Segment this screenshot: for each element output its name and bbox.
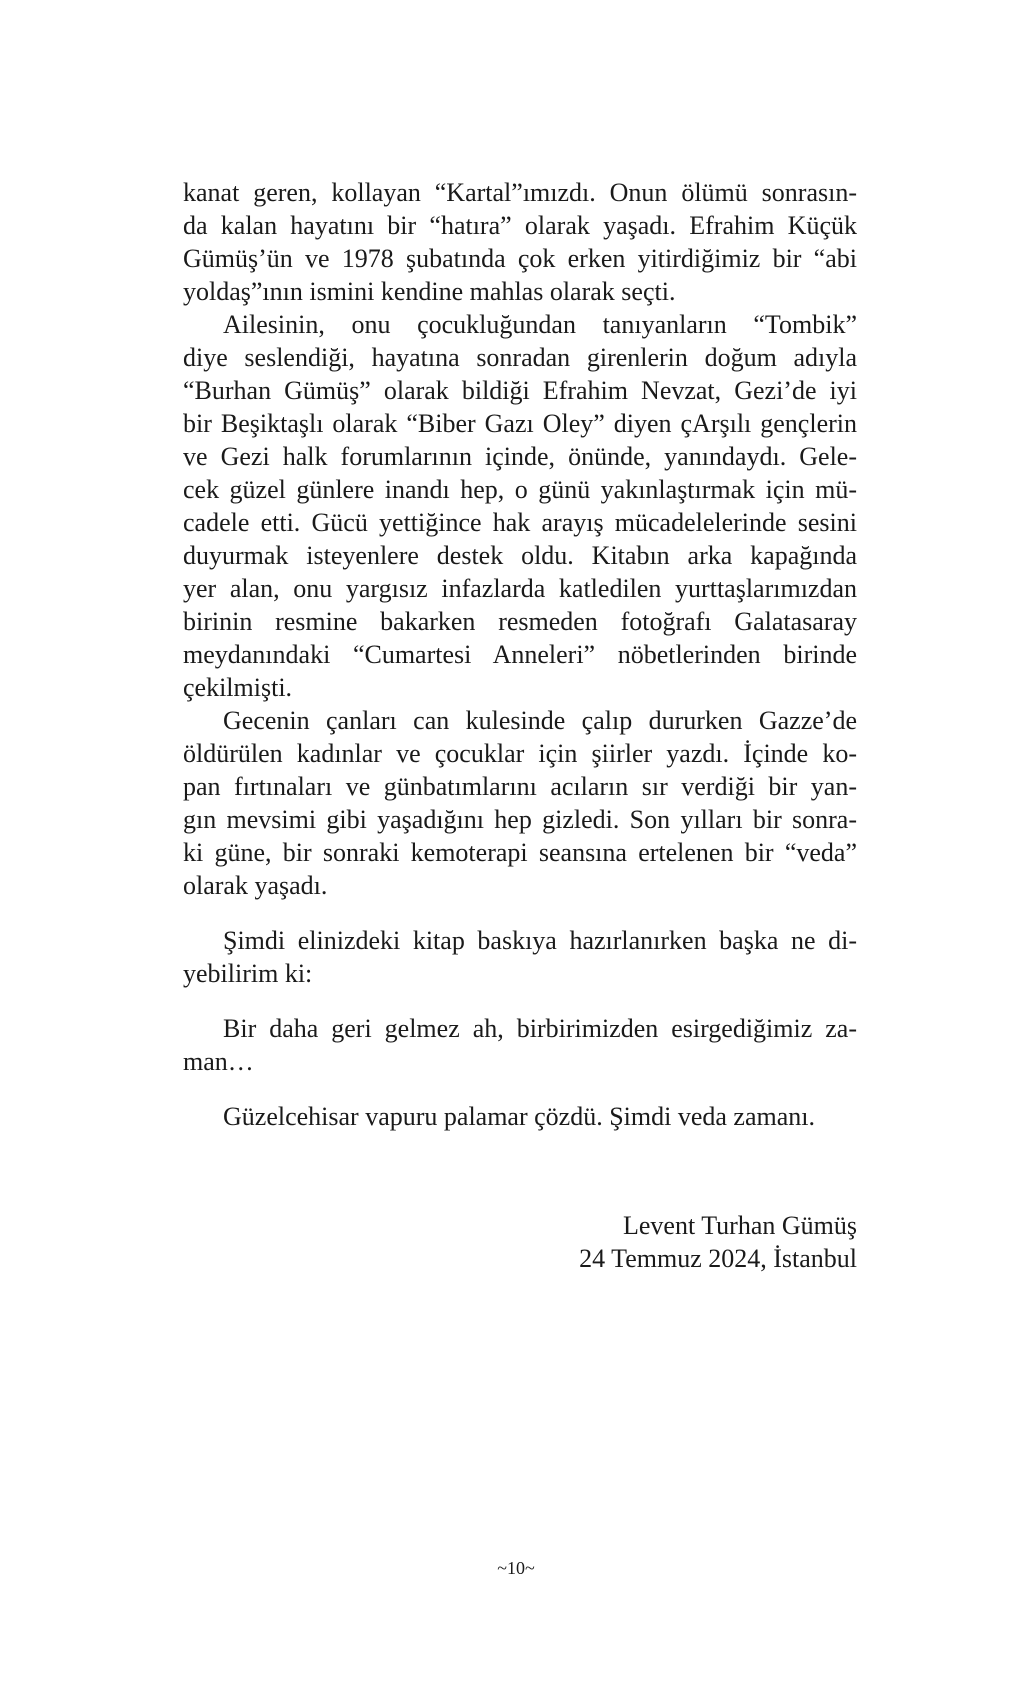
text-line: yebilirim ki: — [183, 959, 313, 988]
paragraph — [183, 924, 857, 990]
text-line: da kalan hayatını bir “hatıra” olarak yaşadı. Efrahim Küçük — [183, 211, 857, 240]
date-place: 24 Temmuz 2024, İstanbul — [579, 1244, 857, 1273]
text-line: olarak yaşadı. — [183, 871, 328, 900]
text-line: kanat geren, kollayan “Kartal”ımızdı. Onun ölümü sonrasın- — [183, 178, 857, 207]
text-line: Gümüş’ün ve 1978 şubatında çok erken yitirdiğimiz bir “abi — [183, 244, 857, 273]
text-line: cadele etti. Gücü yettiğince hak arayış mücadelelerinde sesini — [183, 508, 857, 537]
text-line: birinin resmine bakarken resmeden fotoğrafı Galatasaray — [183, 607, 857, 636]
author-name: Levent Turhan Gümüş — [623, 1211, 857, 1240]
text-line: cek güzel günlere inandı hep, o günü yakınlaştırmak için mü- — [183, 475, 857, 504]
paragraph — [183, 704, 857, 902]
text-line: duyurmak isteyenlere destek oldu. Kitabın arka kapağında — [183, 541, 857, 570]
text-line: çekilmişti. — [183, 673, 293, 702]
text-line: yer alan, onu yargısız infazlarda katledilen yurttaşlarımızdan — [183, 574, 857, 603]
text-line: öldürülen kadınlar ve çocuklar için şiirler yazdı. İçinde ko- — [183, 739, 857, 768]
paragraph — [183, 176, 857, 308]
paragraph-gap — [183, 990, 857, 1012]
text-line: pan fırtınaları ve günbatımlarını acıların sır verdiği bir yan- — [183, 772, 857, 801]
text-line: Gecenin çanları can kulesinde çalıp dururken Gazze’de — [223, 706, 857, 735]
page-number: ~10~ — [497, 1558, 535, 1578]
paragraph-gap — [183, 902, 857, 924]
paragraph — [183, 1100, 857, 1133]
paragraph-gap — [183, 1078, 857, 1100]
text-line: meydanındaki “Cumartesi Anneleri” nöbetlerinden birinde — [183, 640, 857, 669]
body-text — [183, 176, 857, 1133]
text-line: yoldaş”ının ismini kendine mahlas olarak seçti. — [183, 277, 676, 306]
text-line: gın mevsimi gibi yaşadığını hep gizledi. Son yılları bir sonra- — [183, 805, 857, 834]
text-line: ve Gezi halk forumlarının içinde, önünde, yanındaydı. Gele- — [183, 442, 857, 471]
text-line: Bir daha geri gelmez ah, birbirimizden esirgediğimiz za- — [223, 1014, 857, 1043]
text-line: “Burhan Gümüş” olarak bildiği Efrahim Nevzat, Gezi’de iyi — [183, 376, 857, 405]
signature-block — [579, 1209, 857, 1275]
text-line: Güzelcehisar vapuru palamar çözdü. Şimdi veda zamanı. — [223, 1102, 815, 1131]
paragraph — [183, 308, 857, 704]
text-line: man… — [183, 1047, 254, 1076]
paragraph — [183, 1012, 857, 1078]
text-line: bir Beşiktaşlı olarak “Biber Gazı Oley” diyen çArşılı gençlerin — [183, 409, 857, 438]
text-line: ki güne, bir sonraki kemoterapi seansına ertelenen bir “veda” — [183, 838, 857, 867]
text-line: Ailesinin, onu çocukluğundan tanıyanların “Tombik” — [223, 310, 857, 339]
text-line: Şimdi elinizdeki kitap baskıya hazırlanırken başka ne di- — [223, 926, 857, 955]
text-line: diye seslendiği, hayatına sonradan girenlerin doğum adıyla — [183, 343, 857, 372]
